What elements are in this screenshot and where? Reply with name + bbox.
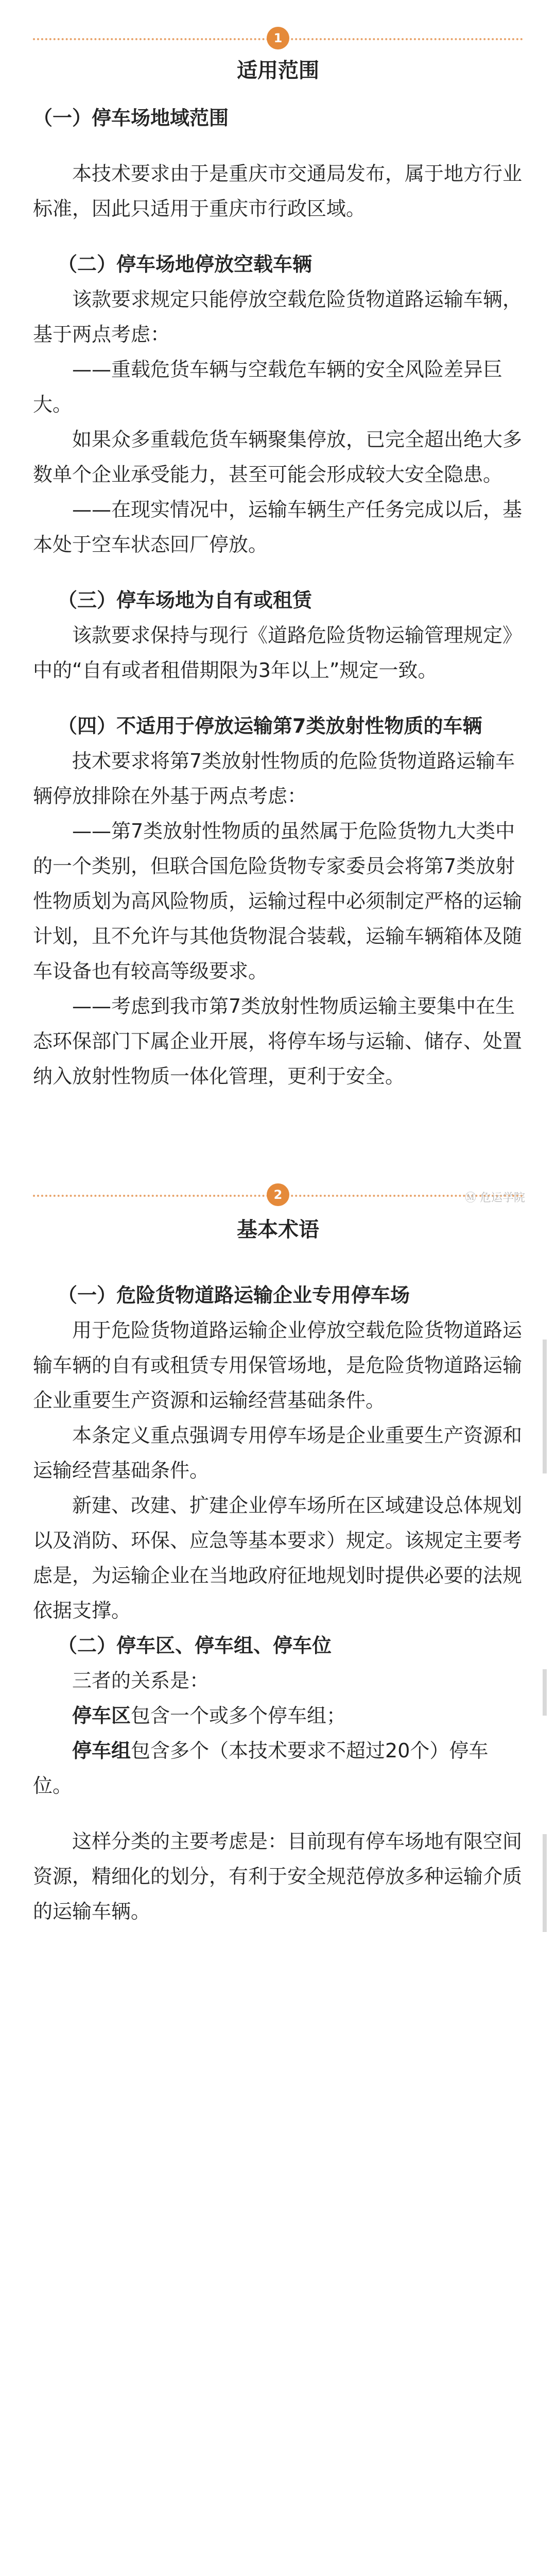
paragraph: 技术要求将第7类放射性物质的危险货物道路运输车辆停放排除在外基于两点考虑： [33, 750, 515, 807]
paragraph: ——重载危货车辆与空载危车辆的安全风险差异巨大。 [33, 358, 503, 416]
paragraph: 三者的关系是： [72, 1669, 210, 1692]
paragraph: ——第7类放射性物质的虽然属于危险货物九大类中的一个类别，但联合国危险货物专家委员会将第7类放射性物质划为高风险物质，运输过程中必须制定严格的运输计划，且不允许与其他货物混合装载，运输车辆箱体及随车设备也有较高等级要求。 [33, 820, 523, 982]
heading-class7-exclusion: （四）不适用于停放运输第7类放射性物质的车辆 [58, 715, 482, 737]
paragraph: 如果众多重载危货车辆聚集停放，已完全超出绝大多数单个企业承受能力，甚至可能会形成较大安全隐患。 [33, 428, 523, 486]
heading-empty-vehicles: （二）停车场地停放空载车辆 [58, 253, 312, 276]
paragraph: 用于危险货物道路运输企业停放空载危险货物道路运输车辆的自有或租赁专用保管场地，是危险货物道路运输企业重要生产资源和运输经营基础条件。 [33, 1319, 523, 1412]
heading-dedicated-parking: （一）危险货物道路运输企业专用停车场 [58, 1284, 410, 1307]
paragraph: ——在现实情况中，运输车辆生产任务完成以后，基本处于空车状态回厂停放。 [33, 498, 523, 556]
watermark: Ⓜ 危运学院 [465, 1192, 525, 1205]
paragraph: 这样分类的主要考虑是：目前现有停车场地有限空间资源，精细化的划分，有利于安全规范停放多种运输介质的运输车辆。 [33, 1830, 523, 1923]
paragraph: 该款要求保持与现行《道路危险货物运输管理规定》中的“自有或者租借期限为3年以上”规定一致。 [33, 624, 523, 682]
section-1-content [0, 100, 556, 1094]
heading-parking-zones: （二）停车区、停车组、停车位 [58, 1634, 332, 1657]
term-definition: 包含多个（本技术要求不超过20个）停车位。 [33, 1739, 489, 1797]
section-number-badge: 1 [267, 27, 289, 49]
paragraph: ——考虑到我市第7类放射性物质运输主要集中在生态环保部门下属企业开展，将停车场与运输、储存、处置纳入放射性物质一体化管理，更利于安全。 [33, 995, 523, 1088]
term-definition: 包含一个或多个停车组； [131, 1704, 346, 1727]
paragraph: 本条定义重点强调专用停车场是企业重要生产资源和运输经营基础条件。 [33, 1424, 523, 1482]
paragraph: 该款要求规定只能停放空载危险货物道路运输车辆，基于两点考虑： [33, 288, 523, 346]
paragraph [0, 1698, 556, 1733]
section-1-title: 适用范围 [237, 59, 319, 82]
section-2-title: 基本术语 [237, 1218, 319, 1242]
section-2-content [0, 1262, 556, 1929]
heading-owned-or-leased: （三）停车场地为自有或租赁 [58, 589, 312, 612]
section-number-badge: 2 [267, 1183, 289, 1206]
paragraph: 新建、改建、扩建企业停车场所在区域建设总体规划以及消防、环保、应急等基本要求）规定。该规定主要考虑是，为运输企业在当地政府征地规划时提供必要的法规依据支撑。 [33, 1494, 523, 1622]
paragraph [0, 1733, 556, 1803]
term-parking-group: 停车组 [72, 1739, 131, 1762]
heading-region: （一）停车场地域范围 [33, 107, 229, 129]
section-1-header [0, 21, 556, 57]
paragraph: 本技术要求由于是重庆市交通局发布，属于地方行业标准，因此只适用于重庆市行政区域。 [33, 162, 523, 220]
term-parking-zone: 停车区 [72, 1704, 131, 1727]
